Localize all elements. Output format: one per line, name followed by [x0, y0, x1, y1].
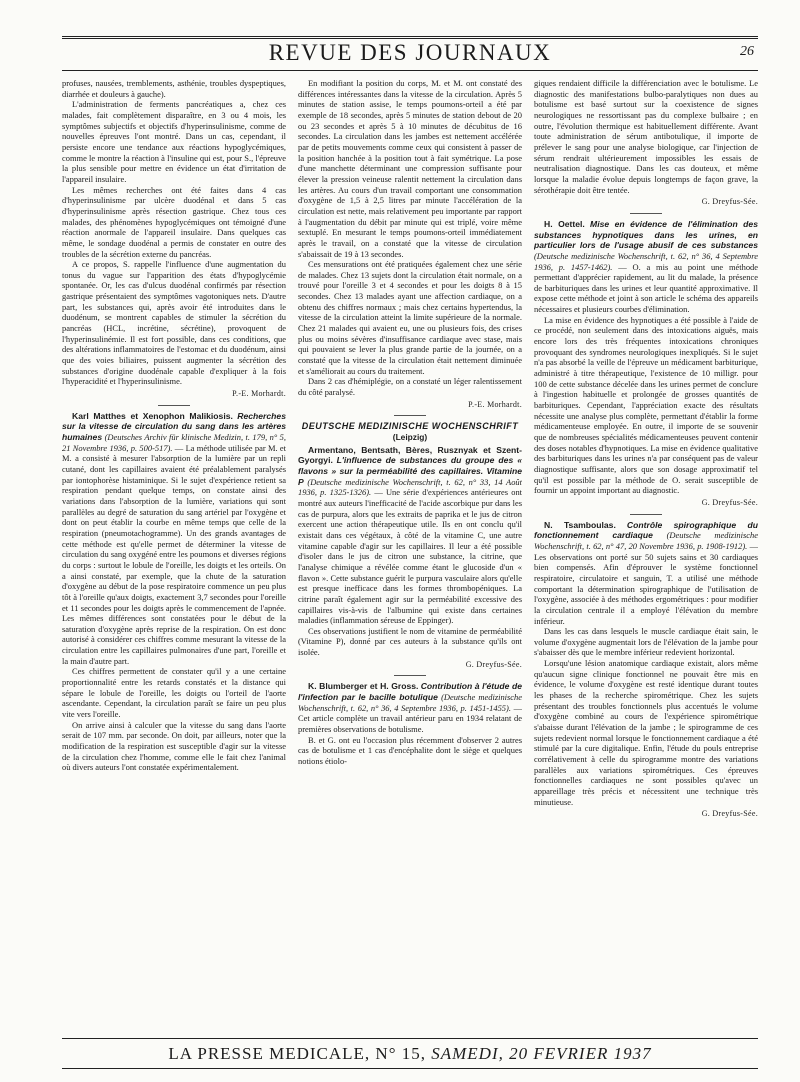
article-title: Recherches sur la vitesse de circulation du sang dans les artères humaines	[62, 410, 286, 442]
paragraph: Ces observations justifient le nom de vitamine de perméabilité (Vitamine P), donné par ces auteurs à la substance qu'ils ont isolée.	[298, 625, 522, 658]
author-signature: G. Dreyfus-Sée.	[465, 659, 522, 669]
paragraph: Dans 2 cas d'hémiplégie, on a constaté un léger ralentissement du côté paralysé.	[298, 376, 522, 398]
author-signature: P.-E. Morhardt.	[468, 399, 522, 409]
separator	[158, 405, 190, 406]
article-authors: K. Blumberger et H. Gross.	[308, 681, 419, 692]
paragraph: Lorsqu'une lésion anatomique cardiaque existait, alors même qu'aucun signe clinique fonctionnel ne pouvait être mis en évidence, le volume d'oxygène est resté identique durant toutes les phases de la recherche spirométrique. Chez les sujets présentant des troubles fonctionnels plus accentués le volume d'oxygène combiné au cours de l'expérience spirométrique s'abaisse durant l'élévation de la jambe ; le spirogramme de ces sujets redevient normal lorsque le fonctionnement cardiaque a été stimulé par la cure digitalique. Enfin, l'étude du pouls entreprise corrélativement à celle du spirogramme montre des variations parallèles aux variations spirométriques. Ces épreuves fonctionnelles cardiaques ne sont possibles qu'avec un appareillage très précis et nécessitent une technique très minutieuse.	[534, 658, 758, 807]
header-rule	[62, 70, 758, 71]
paragraph: A ce propos, S. rappelle l'influence d'une augmentation du tonus du vague sur l'apparition des états d'hypoglycémie spontanée. Or, les cas d'ulcus duodénal confirmés par résection gastrique présentaient des symptômes vagotoniques nets. D'autre part, les substances qui, après avoir été introduites dans le duodénum, se montrent capables de stimuler la sécrétion du pancréas (HCL, incrétine, sécrétine), provoquent de l'hyperinsulinémie. Il est fort possible, dans ces conditions, que des altérations inflammatoires de l'estomac et du duodénum, ainsi que des voies biliaires, puissent augmenter la sécrétion des substances d'origine duodénale capable d'expliquer à la fois l'hyperacidité et l'hyperinsulinisme.	[62, 259, 286, 387]
footer-publication: LA PRESSE MEDICALE, N° 15,	[168, 1044, 426, 1063]
page-title: REVUE DES JOURNAUX	[268, 40, 552, 65]
column-2	[298, 78, 522, 1034]
author-signature: G. Dreyfus-Sée.	[701, 197, 758, 207]
author-signature: P.-E. Morhardt.	[232, 389, 286, 399]
separator	[630, 213, 662, 214]
footer-rule	[62, 1038, 758, 1039]
paragraph: Les mêmes recherches ont été faites dans 4 cas d'hyperinsulinisme par ulcère duodénal et dans 5 cas d'hyperinsulinisme après résection gastrique. Chez tous ces malades, des phénomènes hypoglycémiques ont témoigné d'une réaction anormale de l'appareil insulaire. Dans quelques cas même, le sondage duodénal a permis de constater en outre des troubles de la sécrétion externe du pancréas.	[62, 184, 286, 259]
column-3	[534, 78, 758, 1034]
paragraph: L'administration de ferments pancréatiques a, chez ces malades, fait complètement disparaître, en 3 ou 4 mois, les symptômes subjectifs et objectifs d'hyperinsulinisme, comme de nouvelles épreuves l'ont montré. Dans un cas, cependant, il persiste encore une tendance aux réactions hypoglycémiques, comme le montre la réaction à l'insuline qui est, pour S., l'épreuve la plus sensible pour mettre en évidence un état d'irritation de l'appareil insulaire.	[62, 99, 286, 184]
page-number: 26	[740, 44, 754, 59]
article-body: — La méthode utilisée par M. et M. a consisté à mesurer l'absorption de la lumière par un repli cutané, dont les capillaires avaient été préalablement paralysés par iontophorèse histaminique. Si le sujet d'expérience retient sa respiration pendant quelque temps, on constate ainsi des variations dans l'absorption de la lumière, variations qui sont parallèles au degré de saturation du sang artériel par l'oxygène et dont on peut établir la courbe en même temps que celle de la respiration (pneumotachogramme). Un des grands avantages de cette méthode est qu'elle permet de déterminer la vitesse de circulation du sang oxygéné entre les poumons et diverses régions du corps : surtout le lobule de l'oreille, les doigts et les orteils. On a ainsi constaté, par exemple, que la chute de la saturation d'oxygène au début de la pose respiratoire commence un peu plus tôt à l'oreille qu'aux doigts, exactement 3,7 secondes pour l'oreille et 11 secondes pour les doigts après le commencement de l'apnée. Les mêmes différences sont constatées pour le début de la saturation d'oxygène après reprise de la respiration. On est donc autorisé à considérer ces chiffres comme mesurant la vitesse de la circulation entre les capillaires pulmonaires d'une part, l'oreille et la main d'autre part.	[62, 442, 286, 666]
article-columns	[62, 78, 758, 1034]
separator	[394, 415, 426, 416]
article-source: (Deutsche medizinische Wochenschrift, t. 62, n° 33, 14 Août 1936, p. 1325-1326).	[298, 476, 522, 498]
article-heading	[298, 681, 522, 734]
footer-date: SAMEDI, 20 FEVRIER 1937	[431, 1044, 652, 1063]
paragraph: Dans les cas dans lesquels le muscle cardiaque était sain, le volume d'oxygène augmentait lors de l'élévation de la jambe pour s'abaisser dès que le membre inférieur redevient horizontal.	[534, 626, 758, 658]
article-body: — Cet article complète un travail antérieur paru en 1934 relatant de premières observations de botulisme.	[298, 702, 522, 735]
article-heading	[62, 411, 286, 667]
top-double-rule	[62, 36, 758, 39]
article-body: — O. a mis au point une méthode permettant d'apprécier rapidement, au lit du malade, la présence de barbituriques dans les urines et leur quantité approximative. Il expose cette méthode et joint à son article le schéma des appareils nécessaires et plusieurs courbes d'élimination.	[534, 261, 758, 315]
article-source: (Deutsches Archiv für klinische Medizin, t. 179, n° 5, 21 Novembre 1936, p. 500-517).	[62, 432, 286, 453]
paragraph: B. et G. ont eu l'occasion plus récemment d'observer 2 autres cas de botulisme et 1 cas d'encéphalite dont le siège et quelques notions étiolo-	[298, 734, 522, 767]
article-title: Contribution à l'étude de l'infection par le bacille botulique	[298, 681, 522, 703]
masthead	[62, 40, 758, 70]
article-authors: Karl Matthes et Xenophon Malikiosis.	[72, 410, 233, 421]
author-signature: G. Dreyfus-Sée.	[701, 497, 758, 507]
page-footer	[62, 1044, 758, 1064]
article-title: Contrôle spirographique du fonctionnement cardiaque	[534, 519, 758, 541]
separator	[394, 675, 426, 676]
article-authors: H. Oettel.	[544, 218, 585, 229]
article-title: L'influence de substances du groupe des « flavons » sur la perméabilité des capillaires. Vitamine P	[298, 455, 522, 487]
separator	[630, 514, 662, 515]
article-source: (Deutsche medizinische Wochenschrift, t. 62, n° 36, 4 Septembre 1936, p. 1457-1462).	[534, 250, 758, 272]
article-heading	[534, 520, 758, 627]
paragraph: On arrive ainsi à calculer que la vitesse du sang dans l'aorte serait de 107 mm. par seconde. On doit, par ailleurs, noter que la modification de la respiration est susceptible d'agir sur la vitesse de la circulation chez l'homme, comme elle le fait chez l'animal où divers auteurs l'ont constatée expérimentalement.	[62, 719, 286, 773]
article-source: (Deutsche medizinische Wochenschrift, t. 62, n° 47, 20 Novembre 1936, p. 1908-1912).	[534, 530, 758, 551]
journal-heading	[298, 421, 522, 442]
article-source: (Deutsche medizinische Wochenschrift, t. 62, n° 36, 4 Septembre 1936, p. 1451-1455).	[298, 692, 522, 713]
article-title: Mise en évidence de l'élimination des substances hypnotiques dans les urines, en particulier lors de l'usage abusif de ces substances	[534, 218, 758, 251]
paragraph: La mise en évidence des hypnotiques a été possible à l'aide de ce procédé, non seulement dans des intoxications aiguës, mais encore lors des très fréquentes intoxications chroniques provoquant des syndromes neurologiques inexpliqués. Si le sujet n'a pas absorbé la veille de l'épreuve un médicament barbiturique, administré à titre thérapeutique, l'existence de 10 milligr. pour 100 de cette substance décelée dans les urines permet de conclure à l'ingestion habituelle et prolongée de grosses quantités de barbituriques. Cependant, l'appréciation exacte des résultats nécessite une analyse plus complète, permettant d'établir la forme médicamenteuse employée. En outre, il importe de se souvenir que de nombreuses spécialités médicamenteuses peuvent contenir des doses notables d'hypnotiques. La mise en évidence qualitative des barbituriques dans les urines n'a par conséquent pas de valeur diagnostique suffisante, alors que son dosage approximatif tel qu'il est possible par la méthode de O. serait susceptible de fournir un appoint important au diagnostic.	[534, 314, 758, 496]
article-body: — Les observations ont porté sur 50 sujets sains et 30 cardiaques bien compensés. Afin d'éprouver le système fonctionnel respiratoire, circulatoire et sanguin, T. a utilisé une méthode comportant la détermination spirographique de l'utilisation de l'oxygène, associée à des méthodes ergométriques : pour modifier la circulation centrale il a employé l'élévation du membre inférieur.	[534, 540, 758, 626]
article-heading	[298, 445, 522, 626]
paragraph: profuses, nausées, tremblements, asthénie, troubles dyspeptiques, diarrhée et douleurs à gauche).	[62, 78, 286, 99]
footer-bottom-rule	[62, 1068, 758, 1069]
journal-name: DEUTSCHE MEDIZINISCHE WOCHENSCHRIFT	[301, 421, 519, 432]
article-body: — Une série d'expériences antérieures ont montré aux auteurs l'inefficacité de l'acide ascorbique pur dans les cas de purpura, alors que les extraits de paprika et le jus de citron exercent une action thérapeutique utile. Ils en ont conclu qu'il existait dans ces végétaux, à côté de la vitamine C, une autre vitamine capable d'agir sur les capillaires. Il leur a été possible d'isoler dans le jus de citron une substance, la citrine, que l'analyse chimique a révélée comme étant le glucoside d'un « flavon ». Cette substance guérit le purpura vasculaire alors qu'elle est presque inefficace dans les formes thrombopéniques. La citrine paraît également agir sur la perméabilité excessive des capillaires vis-à-vis de l'albumine qui existe dans certaines maladies (inflammation séreuse de Eppinger).	[298, 487, 522, 626]
article-authors: N. Tsamboulas.	[544, 519, 616, 530]
paragraph: En modifiant la position du corps, M. et M. ont constaté des différences intéressantes dans la vitesse de la circulation. Après 5 minutes de station assise, le temps poumons-orteil a été par exemple de 18 secondes, après 5 minutes de station debout de 20 ou 23 secondes et après 5 à 10 minutes de décubitus de 16 secondes. La circulation dans les jambes est nettement accélérée par de petits mouvements comme ceux qui consistent à passer de la position hanchée à la position tout à fait symétrique. La pose d'une manchette déterminant une compression suffisante pour élever la pression veineuse ralentit nettement la circulation dans les artères. Au cours d'un travail comportant une consommation d'oxygène de 1,5 à 2,5 litres par minute l'accélération de la circulation est nette, mais relativement peu importante par rapport à l'augmentation du débit par minute qui est triplé, voire même sextuplé. En mesurant le temps poumons-orteil immédiatement après le travail, on a constaté que la vitesse de circulation s'abaissait de 19 à 13 secondes.	[298, 78, 522, 259]
article-heading	[534, 219, 758, 315]
paragraph: Ces mensurations ont été pratiquées également chez une série de malades. Chez 13 sujets dont la circulation était normale, on a trouvé pour l'oreille 3 et 4 secondes et pour les doigts 8 à 15 secondes. Chez 13 malades ayant une affection cardiaque, on a obtenu des chiffres normaux ; mais chez certains hypertendus, la vitesse de la circulation atteint la limite supérieure de la normale. Chez 21 malades qui avaient eu, une ou plusieurs fois, des crises plus ou moins sévères d'insuffisance cardiaque avec stase, mais qui pouvaient se lever la plus grande partie de la journée, on a constaté que la vitesse de la circulation était nettement diminuée et s'améliorait au cours du traitement.	[298, 259, 522, 376]
paragraph: giques rendaient difficile la différenciation avec le botulisme. Le diagnostic des manifestations bulbo-paralytiques non dues au botulisme est basé surtout sur la coexistence de signes neurologiques ne ressortissant pas du complexe bulbaire ; en outre, l'évolution thermique est habituellement différente. Avant toute administration de sérum antibotulique, il importe de prélever le sang pour une analyse biologique, car l'injection de sérum rendrait ultérieurement impossibles les essais de neutralisation diagnostique. Dans les cas douteux, et même lorsque la maladie évolue depuis longtemps de façon grave, la sérothérapie doit être tentée.	[534, 78, 758, 195]
article-authors: Armentano, Bentsath, Bères, Rusznyak et Szent-Gyorgyi.	[298, 444, 522, 466]
author-signature: G. Dreyfus-Sée.	[701, 809, 758, 819]
paragraph: Ces chiffres permettent de constater qu'il y a une certaine proportionnalité entre les retards constatés et la distance qui sépare le lobule de l'oreille, les doigts ou l'orteil de l'aorte ascendante. Cependant, la circulation paraît se faire un peu plus vite vers l'oreille.	[62, 666, 286, 720]
column-1	[62, 78, 286, 1034]
journal-place: (Leipzig)	[392, 432, 428, 442]
